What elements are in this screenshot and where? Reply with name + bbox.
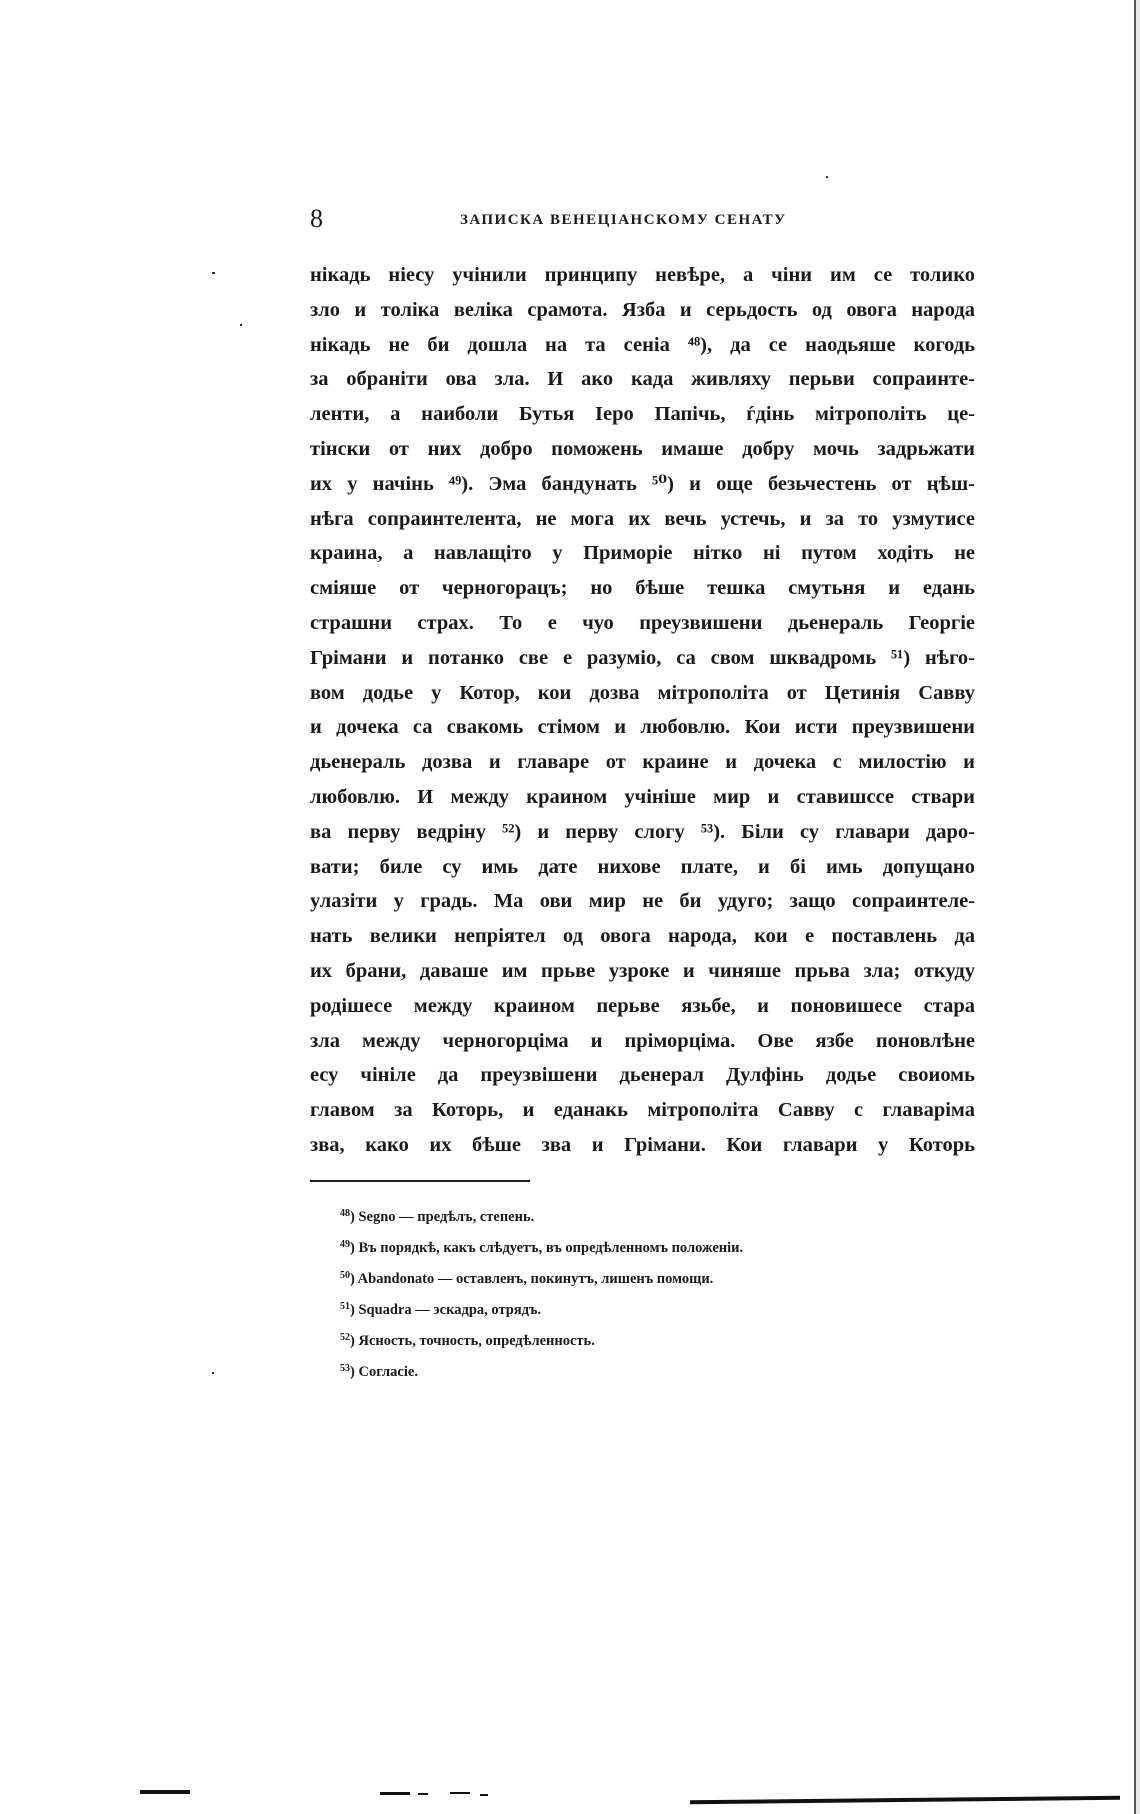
text-line: их у начінь ⁴⁹). Эма бандунать ⁵⁰) и още безьчестень от ңѣш- (310, 472, 975, 495)
text-line: зва, како их бѣше зва и Грімани. Кои главари у Которь (310, 1133, 975, 1156)
text-line: зло и толіка веліка срамота. Язба и серьдость од овога народа (310, 298, 975, 321)
footnote-item: $^{53}$) Согласіе. (340, 1363, 418, 1380)
scan-smudge (418, 1793, 428, 1795)
page-edge-shadow (1136, 0, 1140, 1814)
footnote-mark: 49 (340, 1239, 350, 1250)
running-title: ЗАПИСКА ВЕНЕЦІАНСКОМУ СЕНАТУ (460, 212, 787, 228)
footnote-item: $^{51}$) Squadra — эскадра, отрядъ. (340, 1301, 542, 1318)
text-line: тінски от них добро поможень имаше добру мочь задрьжати (310, 437, 975, 460)
footnote-item: $^{49}$) Въ порядкѣ, какъ слѣдуетъ, въ опредѣленномъ положеніи. (340, 1239, 744, 1256)
footnote-item: $^{52}$) Ясность, точность, опредѣленность. (340, 1332, 595, 1349)
footnote-text: Squadra — эскадра, отрядъ. (358, 1302, 542, 1318)
text-line: краина, а навлащіто у Приморіе нітко ні путом ходіть не (310, 542, 975, 565)
scan-smudge (480, 1794, 488, 1796)
scan-smudge (690, 1796, 1120, 1805)
text-line: страшни страх. То е чуо преузвишени дьенераль Георгіе (310, 611, 975, 634)
page-number: 8 (310, 204, 323, 233)
text-line: главом за Которь, и еданакь мітрополіта Савву с главаріма (310, 1099, 975, 1122)
text-line: и дочека са свакомь стімом и любовлю. Кои исти преузвишени (310, 716, 975, 739)
scan-speck (240, 324, 242, 326)
text-line: есу чініле да преузвішени дьенерал Дулфінь додье своиомь (310, 1064, 975, 1087)
text-line: за обраніти ова зла. И ако када живляху перьви сопраинте- (310, 368, 975, 391)
text-line: зла между черногорціма и пріморціма. Ове язбе поновлѣне (310, 1029, 975, 1052)
page-header (310, 204, 970, 234)
scan-speck (212, 1372, 214, 1374)
text-line: вом додье у Котор, кои дозва мітрополіта от Цетинія Савву (310, 681, 975, 704)
text-line: нікадь не би дошла на та сеніа ⁴⁸), да се наодьяше когодь (310, 333, 975, 356)
scan-smudge (450, 1792, 470, 1794)
page-edge-line (1134, 0, 1136, 1814)
text-line: ва перву ведріну ⁵²) и перву слогу ⁵³). Біли су главари даро- (310, 820, 975, 843)
footnote-mark: 51 (340, 1301, 350, 1312)
footnote-text: Согласіе. (358, 1364, 418, 1380)
text-line: нікадь ніесу учінили принципу невѣре, а чіни им се толико (310, 264, 975, 286)
footnote-separator (310, 1180, 530, 1182)
text-line: их брани, даваше им прьве узроке и чиняше прьва зла; откуду (310, 959, 975, 982)
text-line: нать велики непріятел од овога народа, кои е поставлень да (310, 925, 975, 948)
scan-speck (212, 272, 215, 274)
text-line: сміяше от черногорацъ; но бѣше тешка смутьня и едань (310, 577, 975, 600)
scan-smudge (140, 1790, 190, 1794)
footnote-text: Abandonato — оставленъ, покинутъ, лишенъ помощи. (357, 1271, 714, 1287)
footnote-mark: 52 (340, 1332, 350, 1343)
text-line: Грімани и потанко све е разуміо, са свом шквадромь ⁵¹) нѣго- (310, 646, 975, 669)
body-text (310, 258, 975, 1163)
footnote-text: Въ порядкѣ, какъ слѣдуетъ, въ опредѣленномъ положеніи. (358, 1240, 744, 1256)
text-line: ленти, а наиболи Бутья Іеро Папічь, ѓдінь мітрополіть це- (310, 403, 975, 426)
scan-smudge (380, 1792, 410, 1795)
text-line: улазіти у градь. Ма ови мир не би удуго; защо сопраинтеле- (310, 890, 975, 913)
text-line: вати; биле су имь дате нихове плате, и бі имь допущано (310, 855, 975, 878)
footnotes (340, 1200, 940, 1386)
scan-speck (826, 176, 828, 178)
footnote-mark: 53 (340, 1363, 350, 1374)
text-line: родішесе между краином перьве язьбе, и поновишесе стара (310, 994, 975, 1017)
footnote-mark: 48 (340, 1208, 350, 1219)
footnote-item: $^{50}$) Abandonato — оставленъ, покинутъ, лишенъ помощи. (340, 1270, 714, 1287)
footnote-text: Ясность, точность, опредѣленность. (358, 1333, 595, 1349)
footnote-item: $^{48}$) Segno — предѣлъ, степень. (340, 1208, 535, 1225)
text-line: любовлю. И между краином учініше мир и ставишссе ствари (310, 785, 975, 808)
text-line: дьенераль дозва и главаре от краине и дочека с милостію и (310, 751, 975, 774)
footnote-mark: 50 (340, 1270, 350, 1281)
footnote-text: Segno — предѣлъ, степень. (358, 1209, 535, 1225)
text-line: нѣга сопраинтелента, не мога их вечь устечь, и за то узмутисе (310, 507, 975, 530)
